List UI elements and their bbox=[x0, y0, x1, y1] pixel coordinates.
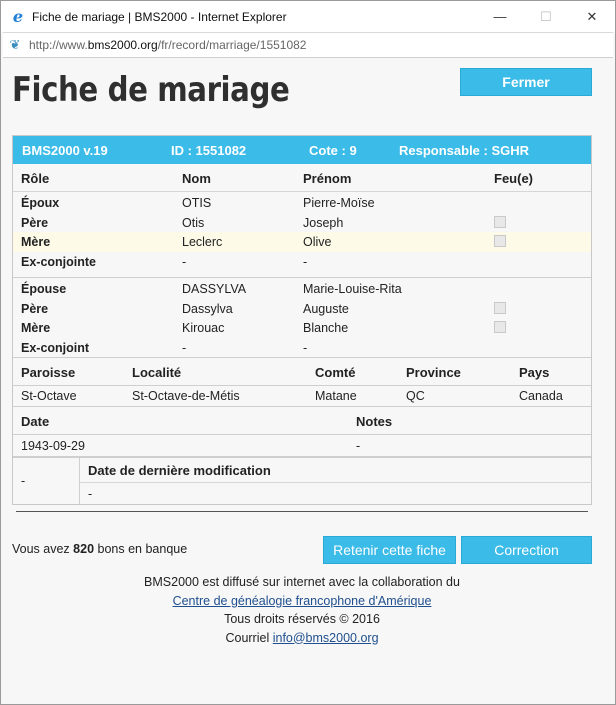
col-notes: Notes bbox=[356, 414, 393, 429]
role-ex-conjoint: Ex-conjoint bbox=[21, 340, 90, 355]
record-id: ID : 1551082 bbox=[171, 143, 247, 158]
site-favicon-icon: ❦ bbox=[9, 37, 21, 52]
retenir-fiche-button[interactable]: Retenir cette fiche bbox=[323, 536, 456, 564]
bank-balance bbox=[12, 542, 187, 556]
window-controls bbox=[477, 1, 615, 32]
province-value: QC bbox=[406, 389, 425, 403]
role-epoux: Époux bbox=[21, 196, 60, 210]
role-pere: Père bbox=[21, 215, 49, 230]
col-province: Province bbox=[406, 365, 461, 380]
modification-label-cell bbox=[80, 458, 592, 483]
role-ex-conjointe: Ex-conjointe bbox=[21, 254, 97, 269]
footer-copyright: Tous droits réservés © 2016 bbox=[224, 612, 380, 626]
address-bar[interactable] bbox=[3, 32, 613, 58]
feu-checkbox bbox=[494, 302, 506, 314]
col-comte: Comté bbox=[315, 365, 356, 380]
divider bbox=[16, 511, 588, 512]
col-nom: Nom bbox=[182, 171, 211, 186]
bride-section bbox=[13, 277, 591, 357]
table-row bbox=[13, 299, 591, 319]
pere-nom: Dassylva bbox=[182, 301, 233, 316]
footer bbox=[2, 573, 602, 647]
window-title: Fiche de mariage | BMS2000 - Internet Explorer bbox=[32, 9, 287, 24]
col-date: Date bbox=[21, 414, 50, 429]
url-path: /fr/record/marriage/1551082 bbox=[157, 38, 307, 52]
footer-courriel-label: Courriel bbox=[225, 630, 270, 645]
table-row bbox=[13, 193, 591, 213]
pays-value: Canada bbox=[519, 389, 563, 403]
epoux-nom: OTIS bbox=[182, 196, 212, 210]
table-row bbox=[13, 213, 591, 233]
record-version: BMS2000 v.19 bbox=[22, 143, 108, 158]
pere-nom: Otis bbox=[182, 215, 205, 230]
col-paroisse: Paroisse bbox=[21, 365, 76, 380]
location-values bbox=[13, 385, 591, 406]
cgfa-link[interactable]: Centre de généalogie francophone d'Amérique bbox=[172, 593, 432, 608]
record-responsable: Responsable : SGHR bbox=[399, 143, 530, 158]
date-notes-headers bbox=[13, 406, 591, 434]
modification-label: Date de dernière modification bbox=[88, 463, 271, 478]
col-prenom: Prénom bbox=[303, 171, 352, 186]
location-headers bbox=[13, 357, 591, 385]
pere-prenom: Joseph bbox=[303, 215, 344, 230]
pere-prenom: Auguste bbox=[303, 301, 349, 316]
fermer-button[interactable]: Fermer bbox=[460, 68, 592, 96]
table-row bbox=[13, 252, 591, 272]
table-row bbox=[13, 338, 591, 358]
url-text[interactable] bbox=[29, 38, 306, 52]
col-feu: Feu(e) bbox=[494, 171, 533, 186]
table-row bbox=[13, 232, 591, 252]
feu-checkbox bbox=[494, 321, 506, 333]
page-content bbox=[2, 60, 614, 704]
ex-conjointe-prenom: - bbox=[303, 254, 308, 269]
date-notes-values bbox=[13, 434, 591, 456]
localite-value: St-Octave-de-Métis bbox=[132, 389, 240, 403]
ex-conjoint-nom: - bbox=[182, 340, 187, 355]
table-row bbox=[13, 279, 591, 299]
epoux-prenom: Pierre-Moïse bbox=[303, 196, 375, 210]
mere-prenom: Olive bbox=[303, 235, 332, 249]
modification-cell bbox=[79, 458, 591, 504]
bank-prefix: Vous avez bbox=[12, 542, 70, 556]
email-link[interactable]: info@bms2000.org bbox=[272, 630, 379, 645]
close-window-button[interactable]: ✕ bbox=[586, 8, 598, 24]
feu-checkbox bbox=[494, 216, 506, 228]
role-epouse: Épouse bbox=[21, 282, 67, 296]
role-pere: Père bbox=[21, 301, 49, 316]
url-domain: bms2000.org bbox=[87, 38, 158, 52]
bank-count: 820 bbox=[73, 542, 95, 556]
epouse-prenom: Marie-Louise-Rita bbox=[303, 282, 402, 296]
feu-checkbox bbox=[494, 235, 506, 247]
maximize-button[interactable]: ☐ bbox=[540, 8, 552, 24]
epouse-nom: DASSYLVA bbox=[182, 282, 247, 296]
role-mere: Mère bbox=[21, 321, 51, 335]
persons-column-headers bbox=[13, 164, 591, 192]
minimize-button[interactable]: — bbox=[493, 9, 507, 24]
mere-nom: Kirouac bbox=[182, 321, 225, 335]
title-bar bbox=[1, 1, 615, 32]
paroisse-value: St-Octave bbox=[21, 389, 77, 403]
modification-block bbox=[13, 456, 591, 504]
notes-value: - bbox=[356, 439, 361, 453]
role-mere: Mère bbox=[21, 235, 51, 249]
col-role: Rôle bbox=[21, 171, 50, 186]
footer-line1: BMS2000 est diffusé sur internet avec la collaboration du bbox=[144, 575, 460, 589]
modification-value: - bbox=[88, 487, 93, 501]
modification-left-value: - bbox=[21, 474, 26, 488]
col-pays: Pays bbox=[519, 365, 550, 380]
bank-suffix: bons en banque bbox=[97, 542, 188, 556]
comte-value: Matane bbox=[315, 389, 357, 403]
ex-conjointe-nom: - bbox=[182, 254, 187, 269]
col-localite: Localité bbox=[132, 365, 182, 380]
page-title: Fiche de mariage bbox=[12, 70, 290, 110]
url-prefix: http://www. bbox=[29, 38, 88, 52]
ex-conjoint-prenom: - bbox=[303, 340, 308, 355]
record-cote: Cote : 9 bbox=[309, 143, 357, 158]
groom-section bbox=[13, 192, 591, 277]
internet-explorer-icon: e bbox=[12, 7, 24, 26]
mere-prenom: Blanche bbox=[303, 321, 349, 335]
mere-nom: Leclerc bbox=[182, 235, 223, 249]
record-panel bbox=[12, 135, 592, 505]
date-value: 1943-09-29 bbox=[21, 439, 85, 453]
record-header bbox=[13, 136, 591, 164]
correction-button[interactable]: Correction bbox=[461, 536, 592, 564]
table-row bbox=[13, 318, 591, 338]
